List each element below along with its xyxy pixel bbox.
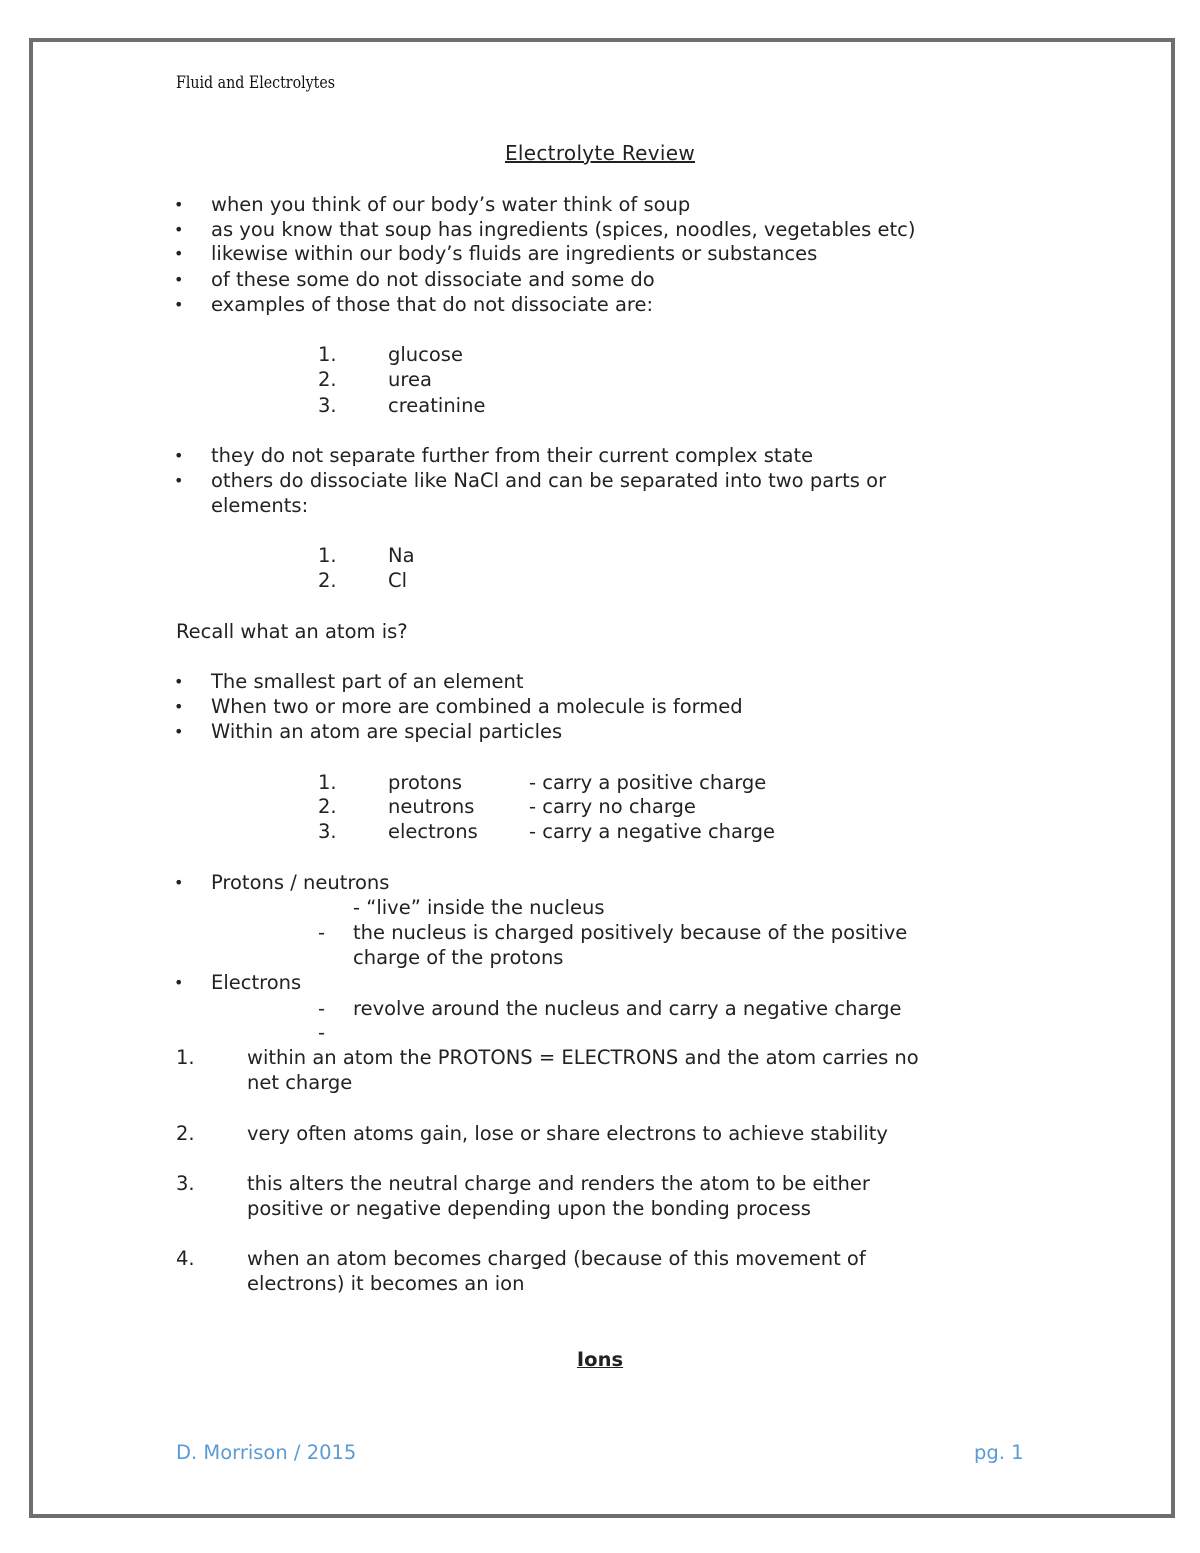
list-number: 3. <box>176 1172 195 1195</box>
bullet-icon: • <box>174 672 184 691</box>
section-heading: Ions <box>576 1348 624 1371</box>
particle-name: protons <box>388 771 462 794</box>
particle-desc: - carry no charge <box>529 795 696 818</box>
list-item: When two or more are combined a molecule is formed <box>211 695 743 718</box>
list-item: when you think of our body’s water think of soup <box>211 193 691 216</box>
numbered-item: very often atoms gain, lose or share electrons to achieve stability <box>247 1122 888 1145</box>
list-item: Within an atom are special particles <box>211 720 563 743</box>
particle-name: neutrons <box>388 795 475 818</box>
list-item: others do dissociate like NaCl and can be separated into two parts or <box>211 469 887 492</box>
list-item: examples of those that do not dissociate are: <box>211 293 654 316</box>
numbered-item: this alters the neutral charge and renders the atom to be either <box>247 1172 870 1195</box>
dash-icon: - <box>318 921 326 944</box>
dash-icon: - <box>318 997 326 1020</box>
bullet-icon: • <box>174 270 184 289</box>
sub-item: the nucleus is charged positively because of the positive <box>353 921 908 944</box>
list-number: 3. <box>318 394 337 417</box>
particle-name: electrons <box>388 820 478 843</box>
list-number: 1. <box>318 544 337 567</box>
bullet-icon: • <box>174 244 184 263</box>
list-item-continuation: elements: <box>211 494 309 517</box>
list-number: 3. <box>318 820 337 843</box>
list-item: they do not separate further from their current complex state <box>211 444 814 467</box>
bullet-icon: • <box>174 873 184 892</box>
footer-author: D. Morrison / 2015 <box>176 1441 357 1464</box>
list-item: creatinine <box>388 394 486 417</box>
list-number: 1. <box>176 1046 195 1069</box>
list-number: 2. <box>318 795 337 818</box>
bullet-icon: • <box>174 471 184 490</box>
list-item: Protons / neutrons <box>211 871 390 894</box>
numbered-item-continuation: net charge <box>247 1071 353 1094</box>
bullet-icon: • <box>174 195 184 214</box>
sub-item: revolve around the nucleus and carry a negative charge <box>353 997 902 1020</box>
list-number: 1. <box>318 343 337 366</box>
list-number: 2. <box>318 368 337 391</box>
list-item: Electrons <box>211 971 302 994</box>
list-item: as you know that soup has ingredients (spices, noodles, vegetables etc) <box>211 218 916 241</box>
particle-desc: - carry a negative charge <box>529 820 776 843</box>
sub-item-continuation: charge of the protons <box>353 946 564 969</box>
particle-desc: - carry a positive charge <box>529 771 767 794</box>
list-number: 2. <box>176 1122 195 1145</box>
list-item: of these some do not dissociate and some do <box>211 268 655 291</box>
list-item: Na <box>388 544 415 567</box>
bullet-icon: • <box>174 446 184 465</box>
list-number: 1. <box>318 771 337 794</box>
dash-icon: - <box>318 1021 326 1044</box>
page-title: Electrolyte Review <box>504 141 695 165</box>
numbered-item-continuation: electrons) it becomes an ion <box>247 1272 525 1295</box>
numbered-item: when an atom becomes charged (because of this movement of <box>247 1247 866 1270</box>
bullet-icon: • <box>174 220 184 239</box>
footer-page-number: pg. 1 <box>974 1441 1024 1464</box>
bullet-icon: • <box>174 295 184 314</box>
list-number: 4. <box>176 1247 195 1270</box>
numbered-item: within an atom the PROTONS = ELECTRONS and the atom carries no <box>247 1046 919 1069</box>
section-question: Recall what an atom is? <box>176 620 408 643</box>
list-item: likewise within our body’s fluids are ingredients or substances <box>211 242 818 265</box>
list-item: urea <box>388 368 432 391</box>
list-item: The smallest part of an element <box>211 670 524 693</box>
bullet-icon: • <box>174 973 184 992</box>
list-item: Cl <box>388 569 408 592</box>
bullet-icon: • <box>174 722 184 741</box>
page-header: Fluid and Electrolytes <box>176 73 336 92</box>
sub-item: - “live” inside the nucleus <box>353 896 605 919</box>
list-item: glucose <box>388 343 463 366</box>
numbered-item-continuation: positive or negative depending upon the bonding process <box>247 1197 811 1220</box>
bullet-icon: • <box>174 697 184 716</box>
list-number: 2. <box>318 569 337 592</box>
